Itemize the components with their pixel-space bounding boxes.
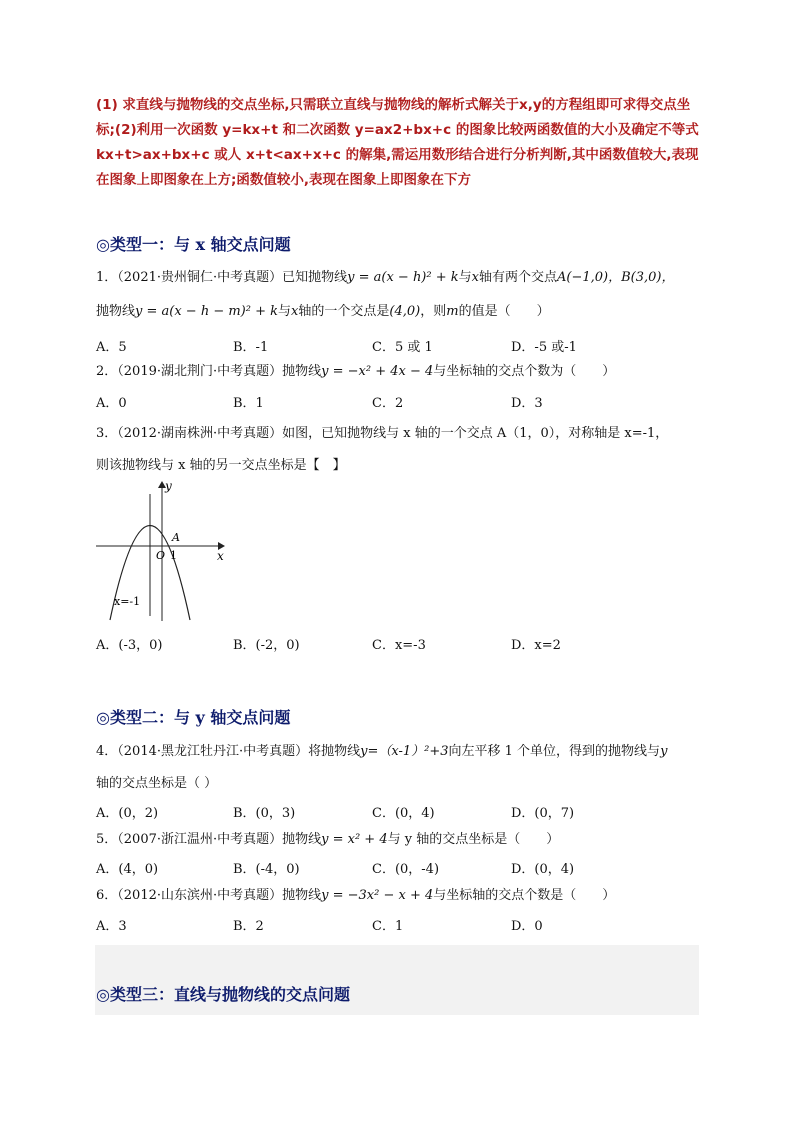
q5-option-d[interactable]: D．(0，4) [511,862,575,877]
q5-option-b[interactable]: B．(-4，0) [233,862,300,877]
q1-text-d: 抛物线 [96,304,136,319]
question-1-line-2 [96,302,550,322]
q1-x-2: x [291,304,299,319]
q1-formula-2: y = a(x − h − m)² + k [135,304,279,319]
q4-option-b[interactable]: B．(0，3) [233,806,296,821]
parabola-figure [92,476,242,626]
q2-option-a[interactable]: A．0 [96,396,127,411]
q5-text-a: 5．（2007·浙江温州·中考真题）抛物线 [96,832,322,847]
q3-option-c[interactable]: C．x=-3 [372,638,426,653]
q4-option-a[interactable]: A．(0，2) [96,806,159,821]
q6-option-c[interactable]: C．1 [372,919,404,934]
fig-label-axis: x=-1 [114,595,141,608]
q5-formula: y = x² + 4 [321,832,388,847]
q1-option-d[interactable]: D．-5 或-1 [511,340,577,355]
fig-label-a: A [172,531,180,544]
intro-paragraph: (1) 求直线与抛物线的交点坐标,只需联立直线与抛物线的解析式解关于x,y的方程组即可求得交点坐标;(2)利用一次函数 y=kx+t 和二次函数 y=ax2+bx+c 的图象比较两函数值的大小及确定不等式 kx+t>ax+bx+c 或人 x+t<ax+x+c 的解集,需运用数形结合进行分析判断,其中函数值较大,表现在图象上即图象在上方;函数值较小,表现在图象上即图象在下方 [96,97,699,188]
question-6 [96,886,615,906]
q2-option-c[interactable]: C．2 [372,396,404,411]
q1-text-c: 轴有两个交点 [479,270,558,285]
section-3-heading: ◎类型三：直线与抛物线的交点问题 [96,985,350,1004]
q4-formula: y=（x-1）²+3 [360,744,449,759]
fig-label-o: O [156,549,166,562]
section-2-heading: ◎类型二：与 y 轴交点问题 [96,708,291,727]
q1-text-b: 与 [458,270,472,285]
q1-m: m [446,304,459,319]
q3-option-d[interactable]: D．x=2 [511,638,561,653]
question-4-line-2: 轴的交点坐标是（ ） [96,776,218,791]
q6-text-b: 与坐标轴的交点个数是（ ） [433,888,616,903]
q2-option-b[interactable]: B．1 [233,396,264,411]
question-5-options [96,858,656,878]
q1-points: A(−1,0)，B(3,0)， [557,270,675,285]
q1-option-c[interactable]: C．5 或 1 [372,340,433,355]
question-5 [96,830,559,850]
q5-option-a[interactable]: A．(4，0) [96,862,159,877]
q3-option-a[interactable]: A．(-3，0) [96,638,163,653]
q4-option-d[interactable]: D．(0，7) [511,806,575,821]
question-3-line-1: 3．（2012·湖南株洲·中考真题）如图，已知抛物线与 x 轴的一个交点 A（1，0），对称轴是 x=-1， [96,426,669,441]
q6-option-b[interactable]: B．2 [233,919,264,934]
q3-option-b[interactable]: B．(-2，0) [233,638,300,653]
question-3-line-2: 则该抛物线与 x 轴的另一交点坐标是【 】 [96,458,346,473]
section-1-heading: ◎类型一：与 x 轴交点问题 [96,235,291,254]
q6-option-d[interactable]: D．0 [511,919,543,934]
question-2 [96,362,615,382]
question-2-options [96,392,656,412]
q5-option-c[interactable]: C．(0，-4) [372,862,440,877]
q1-text-e: 与 [278,304,292,319]
fig-label-one: 1 [170,549,177,562]
q4-text-b: 向左平移 1 个单位，得到的抛物线与 [448,744,661,759]
q6-option-a[interactable]: A．3 [96,919,127,934]
q1-option-b[interactable]: B．-1 [233,340,269,355]
q2-option-d[interactable]: D．3 [511,396,543,411]
q2-text-a: 2．（2019·湖北荆门·中考真题）抛物线 [96,364,322,379]
question-3-options [96,634,656,654]
q1-point-4: (4,0) [389,304,421,319]
q6-text-a: 6．（2012·山东滨州·中考真题）抛物线 [96,888,322,903]
fig-label-x: x [217,549,224,563]
q1-formula-1: y = a(x − h)² + k [347,270,459,285]
q5-text-b: 与 y 轴的交点坐标是（ ） [387,832,560,847]
q1-text-f: 轴的一个交点是 [298,304,390,319]
q4-option-c[interactable]: C．(0，4) [372,806,435,821]
q2-formula: y = −x² + 4x − 4 [321,364,434,379]
q1-text-h: 的值是（ ） [458,304,550,319]
question-1-line-1 [96,268,675,288]
q2-text-b: 与坐标轴的交点个数为（ ） [433,364,616,379]
q1-text-g: ，则 [420,304,447,319]
question-4-options [96,802,656,822]
fig-label-y: y [165,479,172,493]
q1-option-a[interactable]: A．5 [96,340,127,355]
question-1-options [96,336,656,356]
q1-x-1: x [471,270,479,285]
q1-text-a: 1．（2021·贵州铜仁·中考真题）已知抛物线 [96,270,348,285]
q4-y: y [660,744,668,759]
q6-formula: y = −3x² − x + 4 [321,888,434,903]
question-4-line-1 [96,742,667,762]
q4-text-a: 4．（2014·黑龙江牡丹江·中考真题）将抛物线 [96,744,361,759]
question-6-options [96,915,656,935]
